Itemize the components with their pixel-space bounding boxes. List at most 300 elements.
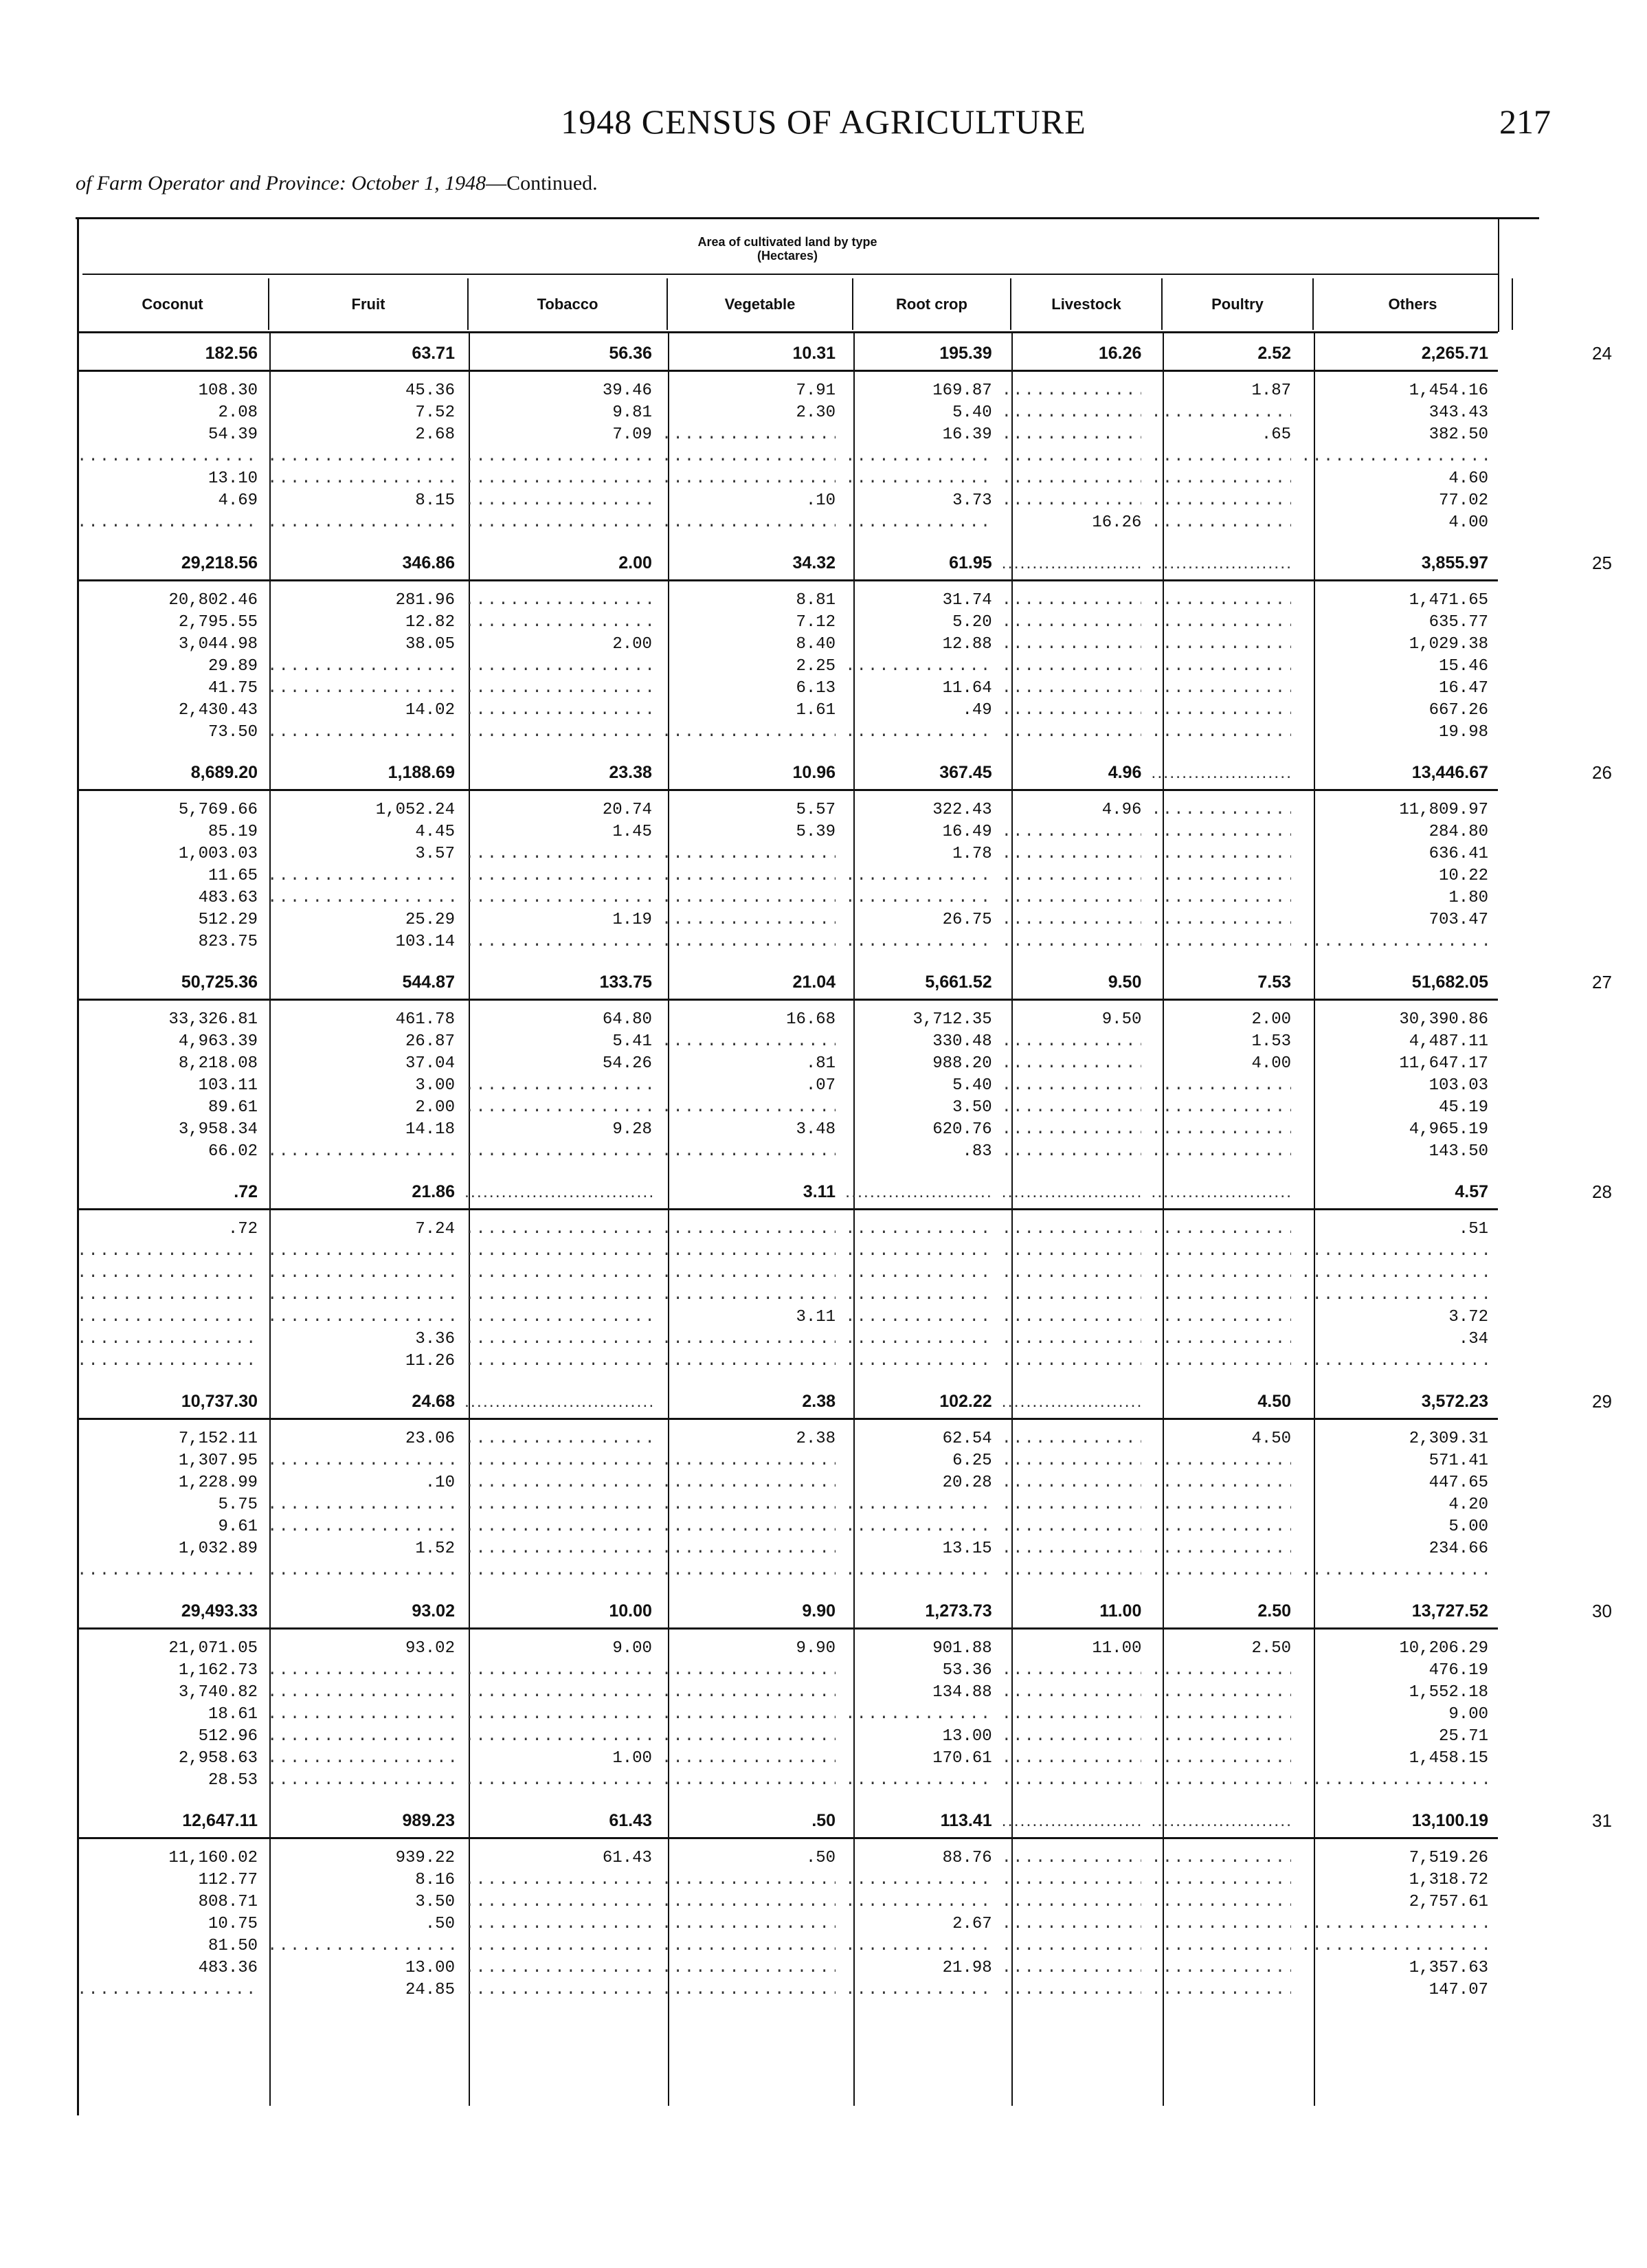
table-cell: 13.15 (942, 1539, 992, 1558)
table-cell (662, 1913, 845, 1935)
table-cell (662, 1704, 845, 1726)
table-cell (662, 722, 845, 744)
table-cell: 1.53 (1251, 1032, 1292, 1051)
table-cell: 3.50 (415, 1893, 455, 1911)
total-cell: 1,273.73 (925, 1601, 992, 1621)
table-cell: 234.66 (1428, 1539, 1489, 1558)
table-cell: 343.43 (1428, 403, 1489, 422)
table-cell (1002, 446, 1152, 468)
table-cell (1002, 1285, 1152, 1307)
table-cell (1002, 1682, 1152, 1704)
table-cell (1002, 1516, 1152, 1538)
table-cell (267, 1682, 464, 1704)
detail-rows (77, 372, 1498, 546)
table-cell (1002, 843, 1152, 865)
detail-rows (77, 1420, 1498, 1594)
total-cell: 61.95 (949, 553, 992, 572)
total-cell: 2.52 (1257, 343, 1292, 363)
table-cell (464, 1328, 662, 1350)
table-cell: 703.47 (1428, 911, 1489, 929)
table-cell: 4.96 (1101, 801, 1142, 819)
table-cell (464, 1472, 662, 1494)
column-header: Livestock (1011, 278, 1163, 330)
table-cell: 2.68 (415, 425, 455, 444)
table-cell (1151, 468, 1301, 490)
table-cell (662, 468, 845, 490)
table-cell (1151, 1538, 1301, 1560)
table-cell (267, 1516, 464, 1538)
total-cell: 21.04 (792, 972, 836, 992)
table-row (77, 424, 1498, 446)
table-cell: 93.02 (405, 1639, 455, 1658)
table-cell: 2.38 (796, 1430, 836, 1448)
table-cell (464, 1538, 662, 1560)
table-cell (662, 1682, 845, 1704)
table-cell (464, 1891, 662, 1913)
table-row (77, 1472, 1498, 1494)
table-cell (267, 1450, 464, 1472)
column-header: Tobacco (469, 278, 668, 330)
table-cell (267, 722, 464, 744)
table-cell (1151, 1869, 1301, 1891)
table-cell (1002, 1726, 1152, 1748)
table-cell: 4.69 (218, 491, 258, 510)
table-cell (77, 446, 267, 468)
table-cell: 4,963.39 (178, 1032, 258, 1051)
total-cell: 23.38 (609, 762, 652, 782)
table-cell (464, 1516, 662, 1538)
table-row (77, 1726, 1498, 1748)
table-row (77, 700, 1498, 722)
table-cell: 25.29 (405, 911, 455, 929)
table-cell: 9.28 (612, 1120, 652, 1139)
table-row (77, 612, 1498, 634)
table-cell: .34 (1458, 1330, 1489, 1348)
total-cell: 93.02 (412, 1601, 455, 1621)
table-cell (1301, 1935, 1498, 1957)
table-cell (845, 512, 1002, 534)
table-cell (845, 1285, 1002, 1307)
table-cell: 16.26 (1092, 513, 1142, 532)
table-cell: 8.40 (796, 635, 836, 654)
subtitle-italic: of Farm Operator and Province: October 1, 1948 (76, 172, 486, 194)
table-cell: 2.00 (1251, 1010, 1292, 1029)
table-cell (1301, 446, 1498, 468)
total-cell (1002, 1392, 1152, 1412)
table-cell (845, 1494, 1002, 1516)
total-cell: 113.41 (940, 1810, 992, 1830)
table-cell (1151, 678, 1301, 700)
table-cell (464, 1075, 662, 1097)
total-cell: 2.00 (618, 553, 652, 572)
table-cell (1151, 1748, 1301, 1770)
row-reference-number: 30 (1592, 1600, 1612, 1621)
table-cell (464, 612, 662, 634)
table-row (77, 1328, 1498, 1350)
table-cell (662, 909, 845, 931)
table-cell (464, 1450, 662, 1472)
table-cell: 9.90 (796, 1639, 836, 1658)
table-cell: 24.85 (405, 1981, 455, 1999)
table-cell: 20.28 (942, 1474, 992, 1492)
table-cell (1002, 1263, 1152, 1285)
total-cell (1151, 1182, 1301, 1202)
table-body (77, 337, 1647, 2014)
table-cell: 1.19 (612, 911, 652, 929)
table-cell (464, 1913, 662, 1935)
table-cell: 939.22 (395, 1849, 455, 1867)
table-cell (464, 1097, 662, 1119)
table-cell: 5.40 (952, 403, 992, 422)
table-cell: 21.98 (942, 1959, 992, 1977)
table-cell: .81 (805, 1054, 836, 1073)
table-cell (1151, 1957, 1301, 1979)
table-cell (845, 1979, 1002, 2001)
total-cell: 29,218.56 (181, 553, 258, 572)
table-cell (77, 1560, 267, 1582)
table-cell (1301, 931, 1498, 953)
table-cell: 28.53 (208, 1771, 258, 1790)
table-row (77, 1638, 1498, 1660)
table-cell (1002, 865, 1152, 887)
table-row (77, 1141, 1498, 1163)
table-cell: 3.00 (415, 1076, 455, 1095)
table-cell: 5,769.66 (178, 801, 258, 819)
table-cell (1151, 590, 1301, 612)
table-cell (845, 1350, 1002, 1372)
table-cell: 4.20 (1448, 1496, 1489, 1514)
table-cell (1002, 1770, 1152, 1792)
table-cell (464, 1494, 662, 1516)
table-cell (845, 1891, 1002, 1913)
table-cell (1301, 1913, 1498, 1935)
table-cell: 66.02 (208, 1142, 258, 1161)
row-reference-number: 31 (1592, 1810, 1612, 1831)
table-cell: 73.50 (208, 723, 258, 742)
total-cell: 50,725.36 (181, 972, 258, 992)
table-cell (464, 1726, 662, 1748)
total-cell: 10.96 (792, 762, 836, 782)
table-cell: 16.68 (786, 1010, 836, 1029)
total-cell: 2.50 (1257, 1601, 1292, 1621)
table-row (77, 1869, 1498, 1891)
table-cell (1002, 1560, 1152, 1582)
table-cell: 25.71 (1439, 1727, 1489, 1746)
row-reference-number: 25 (1592, 552, 1612, 573)
table-cell: 382.50 (1428, 425, 1489, 444)
table-cell: 1,454.16 (1409, 381, 1489, 400)
table-cell: 1,228.99 (178, 1474, 258, 1492)
table-cell (1002, 380, 1152, 402)
total-cell (464, 1182, 662, 1202)
total-cell: 10,737.30 (181, 1391, 258, 1411)
table-subtitle (76, 172, 598, 195)
table-cell (1002, 722, 1152, 744)
table-cell (1151, 1560, 1301, 1582)
table-cell (464, 1770, 662, 1792)
total-row (77, 1804, 1498, 1839)
table-cell (1002, 1748, 1152, 1770)
table-cell (77, 1307, 267, 1328)
table-cell (845, 887, 1002, 909)
table-cell (267, 678, 464, 700)
table-cell: 5.00 (1448, 1517, 1489, 1536)
table-cell: 2.00 (415, 1098, 455, 1117)
table-cell: 1.45 (612, 823, 652, 841)
total-cell: 3,855.97 (1421, 553, 1489, 572)
table-cell (1002, 1350, 1152, 1372)
table-cell (464, 446, 662, 468)
total-cell: 1,188.69 (388, 762, 455, 782)
total-cell: 544.87 (402, 972, 455, 992)
table-cell (267, 1660, 464, 1682)
table-cell: 16.47 (1439, 679, 1489, 698)
table-cell (464, 1704, 662, 1726)
table-cell (1002, 490, 1152, 512)
table-cell (845, 468, 1002, 490)
table-cell: 103.14 (395, 933, 455, 951)
table-row (77, 1847, 1498, 1869)
table-group (77, 1385, 1647, 1594)
table-cell: 7.24 (415, 1220, 455, 1238)
table-cell: 11.00 (1092, 1639, 1142, 1658)
table-cell: 41.75 (208, 679, 258, 698)
table-cell: 3,712.35 (912, 1010, 992, 1029)
total-cell: 10.00 (609, 1601, 652, 1621)
table-cell (1151, 1241, 1301, 1263)
table-cell: 1,552.18 (1409, 1683, 1489, 1702)
table-group (77, 1594, 1647, 1804)
table-cell (1151, 1328, 1301, 1350)
table-cell (662, 1219, 845, 1241)
table-cell: 20.74 (602, 801, 652, 819)
table-cell: 14.18 (405, 1120, 455, 1139)
table-group (77, 1804, 1647, 2014)
table-row (77, 446, 1498, 468)
table-cell (662, 1957, 845, 1979)
table-cell (662, 1097, 845, 1119)
table-cell (1002, 1075, 1152, 1097)
table-cell (1151, 490, 1301, 512)
detail-rows (77, 1630, 1498, 1804)
table-cell: 108.30 (198, 381, 258, 400)
table-cell (1151, 1141, 1301, 1163)
table-cell (267, 1494, 464, 1516)
table-cell: 1,029.38 (1409, 635, 1489, 654)
table-cell: 447.65 (1428, 1474, 1489, 1492)
table-cell (662, 887, 845, 909)
table-cell (1002, 1031, 1152, 1053)
total-cell: 182.56 (205, 343, 258, 363)
table-cell (662, 1285, 845, 1307)
table-cell: 169.87 (932, 381, 992, 400)
table-cell: 13.00 (942, 1727, 992, 1746)
column-header: Others (1314, 278, 1513, 330)
table-cell (1151, 634, 1301, 656)
table-cell (464, 1935, 662, 1957)
table-cell (1002, 612, 1152, 634)
table-cell: 77.02 (1439, 491, 1489, 510)
table-cell: 571.41 (1428, 1452, 1489, 1470)
table-cell: 476.19 (1428, 1661, 1489, 1680)
table-row (77, 1770, 1498, 1792)
table-cell: .50 (805, 1849, 836, 1867)
table-cell (1002, 1704, 1152, 1726)
table-cell (1151, 931, 1301, 953)
total-cell: 16.26 (1098, 343, 1142, 363)
span-header-rule (82, 274, 1498, 275)
table-group (77, 1175, 1647, 1385)
total-cell: 12,647.11 (182, 1810, 258, 1830)
table-cell: 330.48 (932, 1032, 992, 1051)
table-cell: 2.30 (796, 403, 836, 422)
table-cell (267, 1285, 464, 1307)
table-cell: 3.73 (952, 491, 992, 510)
table-cell (1151, 1516, 1301, 1538)
table-cell (1151, 1891, 1301, 1913)
table-cell (267, 1726, 464, 1748)
column-header: Vegetable (668, 278, 853, 330)
table-cell: 31.74 (942, 591, 992, 610)
table-cell (662, 424, 845, 446)
table-cell (1002, 468, 1152, 490)
table-cell: 988.20 (932, 1054, 992, 1073)
table-cell (662, 843, 845, 865)
row-reference-number: 28 (1592, 1181, 1612, 1202)
column-header: Fruit (269, 278, 469, 330)
table-cell: 147.07 (1428, 1981, 1489, 1999)
table-cell: 29.89 (208, 657, 258, 676)
total-row (77, 1175, 1498, 1210)
total-cell: 13,446.67 (1411, 762, 1489, 782)
table-cell: 30,390.86 (1399, 1010, 1489, 1029)
table-cell (77, 1979, 267, 2001)
table-row (77, 722, 1498, 744)
table-cell (845, 1935, 1002, 1957)
table-cell (1151, 1847, 1301, 1869)
table-row (77, 1450, 1498, 1472)
table-cell: 8.16 (415, 1871, 455, 1889)
table-cell (464, 843, 662, 865)
table-cell (1151, 1979, 1301, 2001)
table-cell (464, 1660, 662, 1682)
table-row (77, 1913, 1498, 1935)
table-cell: 1.00 (612, 1749, 652, 1768)
detail-rows (77, 1210, 1498, 1385)
table-cell: 134.88 (932, 1683, 992, 1702)
table-cell: 45.19 (1439, 1098, 1489, 1117)
table-cell: 15.46 (1439, 657, 1489, 676)
table-cell (845, 1328, 1002, 1350)
table-cell (464, 700, 662, 722)
table-cell (1002, 402, 1152, 424)
table-cell: 8.15 (415, 491, 455, 510)
table-row (77, 1009, 1498, 1031)
table-cell (1151, 612, 1301, 634)
table-cell: 10,206.29 (1399, 1639, 1489, 1658)
table-cell: 38.05 (405, 635, 455, 654)
table-cell: 7.09 (612, 425, 652, 444)
table-cell (464, 1957, 662, 1979)
table-row (77, 1748, 1498, 1770)
table-cell (845, 656, 1002, 678)
table-cell (1151, 402, 1301, 424)
table-cell: 1,357.63 (1409, 1959, 1489, 1977)
table-cell (464, 887, 662, 909)
table-row (77, 1538, 1498, 1560)
table-cell (267, 446, 464, 468)
total-cell: .50 (811, 1810, 836, 1830)
table-cell (1151, 1450, 1301, 1472)
total-cell: 24.68 (412, 1391, 455, 1411)
table-cell: 103.11 (198, 1076, 258, 1095)
table-cell (662, 1328, 845, 1350)
table-cell (77, 1263, 267, 1285)
table-cell: 3.57 (415, 845, 455, 863)
table-cell (464, 1307, 662, 1328)
table-row (77, 843, 1498, 865)
table-cell (662, 446, 845, 468)
table-row (77, 1219, 1498, 1241)
table-cell (845, 1516, 1002, 1538)
table-cell (662, 1031, 845, 1053)
table-row (77, 1891, 1498, 1913)
table-cell (464, 722, 662, 744)
table-cell (1151, 512, 1301, 534)
table-cell: 8.81 (796, 591, 836, 610)
total-cell: 63.71 (412, 343, 455, 363)
table-row (77, 380, 1498, 402)
table-cell (662, 1660, 845, 1682)
table-cell: 1,471.65 (1409, 591, 1489, 610)
table-cell (845, 722, 1002, 744)
table-cell (1002, 1869, 1152, 1891)
table-cell (1151, 887, 1301, 909)
table-row (77, 931, 1498, 953)
table-cell (77, 1241, 267, 1263)
table-cell (1002, 1053, 1152, 1075)
table-cell (464, 512, 662, 534)
table-cell: 16.49 (942, 823, 992, 841)
table-cell (464, 1682, 662, 1704)
table-cell: 3.50 (952, 1098, 992, 1117)
total-cell: 9.50 (1108, 972, 1142, 992)
table-cell: 1.78 (952, 845, 992, 863)
table-cell: 4.45 (415, 823, 455, 841)
total-cell (464, 1392, 662, 1412)
table-cell (267, 1241, 464, 1263)
table-cell (464, 490, 662, 512)
table-cell: 9.00 (1448, 1705, 1489, 1724)
table-cell (1002, 1428, 1152, 1450)
total-cell: 4.96 (1108, 762, 1142, 782)
subtitle-rest: —Continued. (486, 172, 598, 194)
table-cell: 636.41 (1428, 845, 1489, 863)
table-cell (662, 1748, 845, 1770)
row-reference-number: 29 (1592, 1390, 1612, 1412)
table-row (77, 1285, 1498, 1307)
table-cell (1002, 931, 1152, 953)
table-cell (1151, 700, 1301, 722)
table-cell: 11.26 (405, 1352, 455, 1370)
table-cell: 19.98 (1439, 723, 1489, 742)
table-group (77, 337, 1647, 546)
table-cell: .10 (425, 1474, 455, 1492)
table-cell: 11,809.97 (1399, 801, 1489, 819)
table-cell: 1,162.73 (178, 1661, 258, 1680)
table-cell: 2,430.43 (178, 701, 258, 720)
table-cell: 5.75 (218, 1496, 258, 1514)
